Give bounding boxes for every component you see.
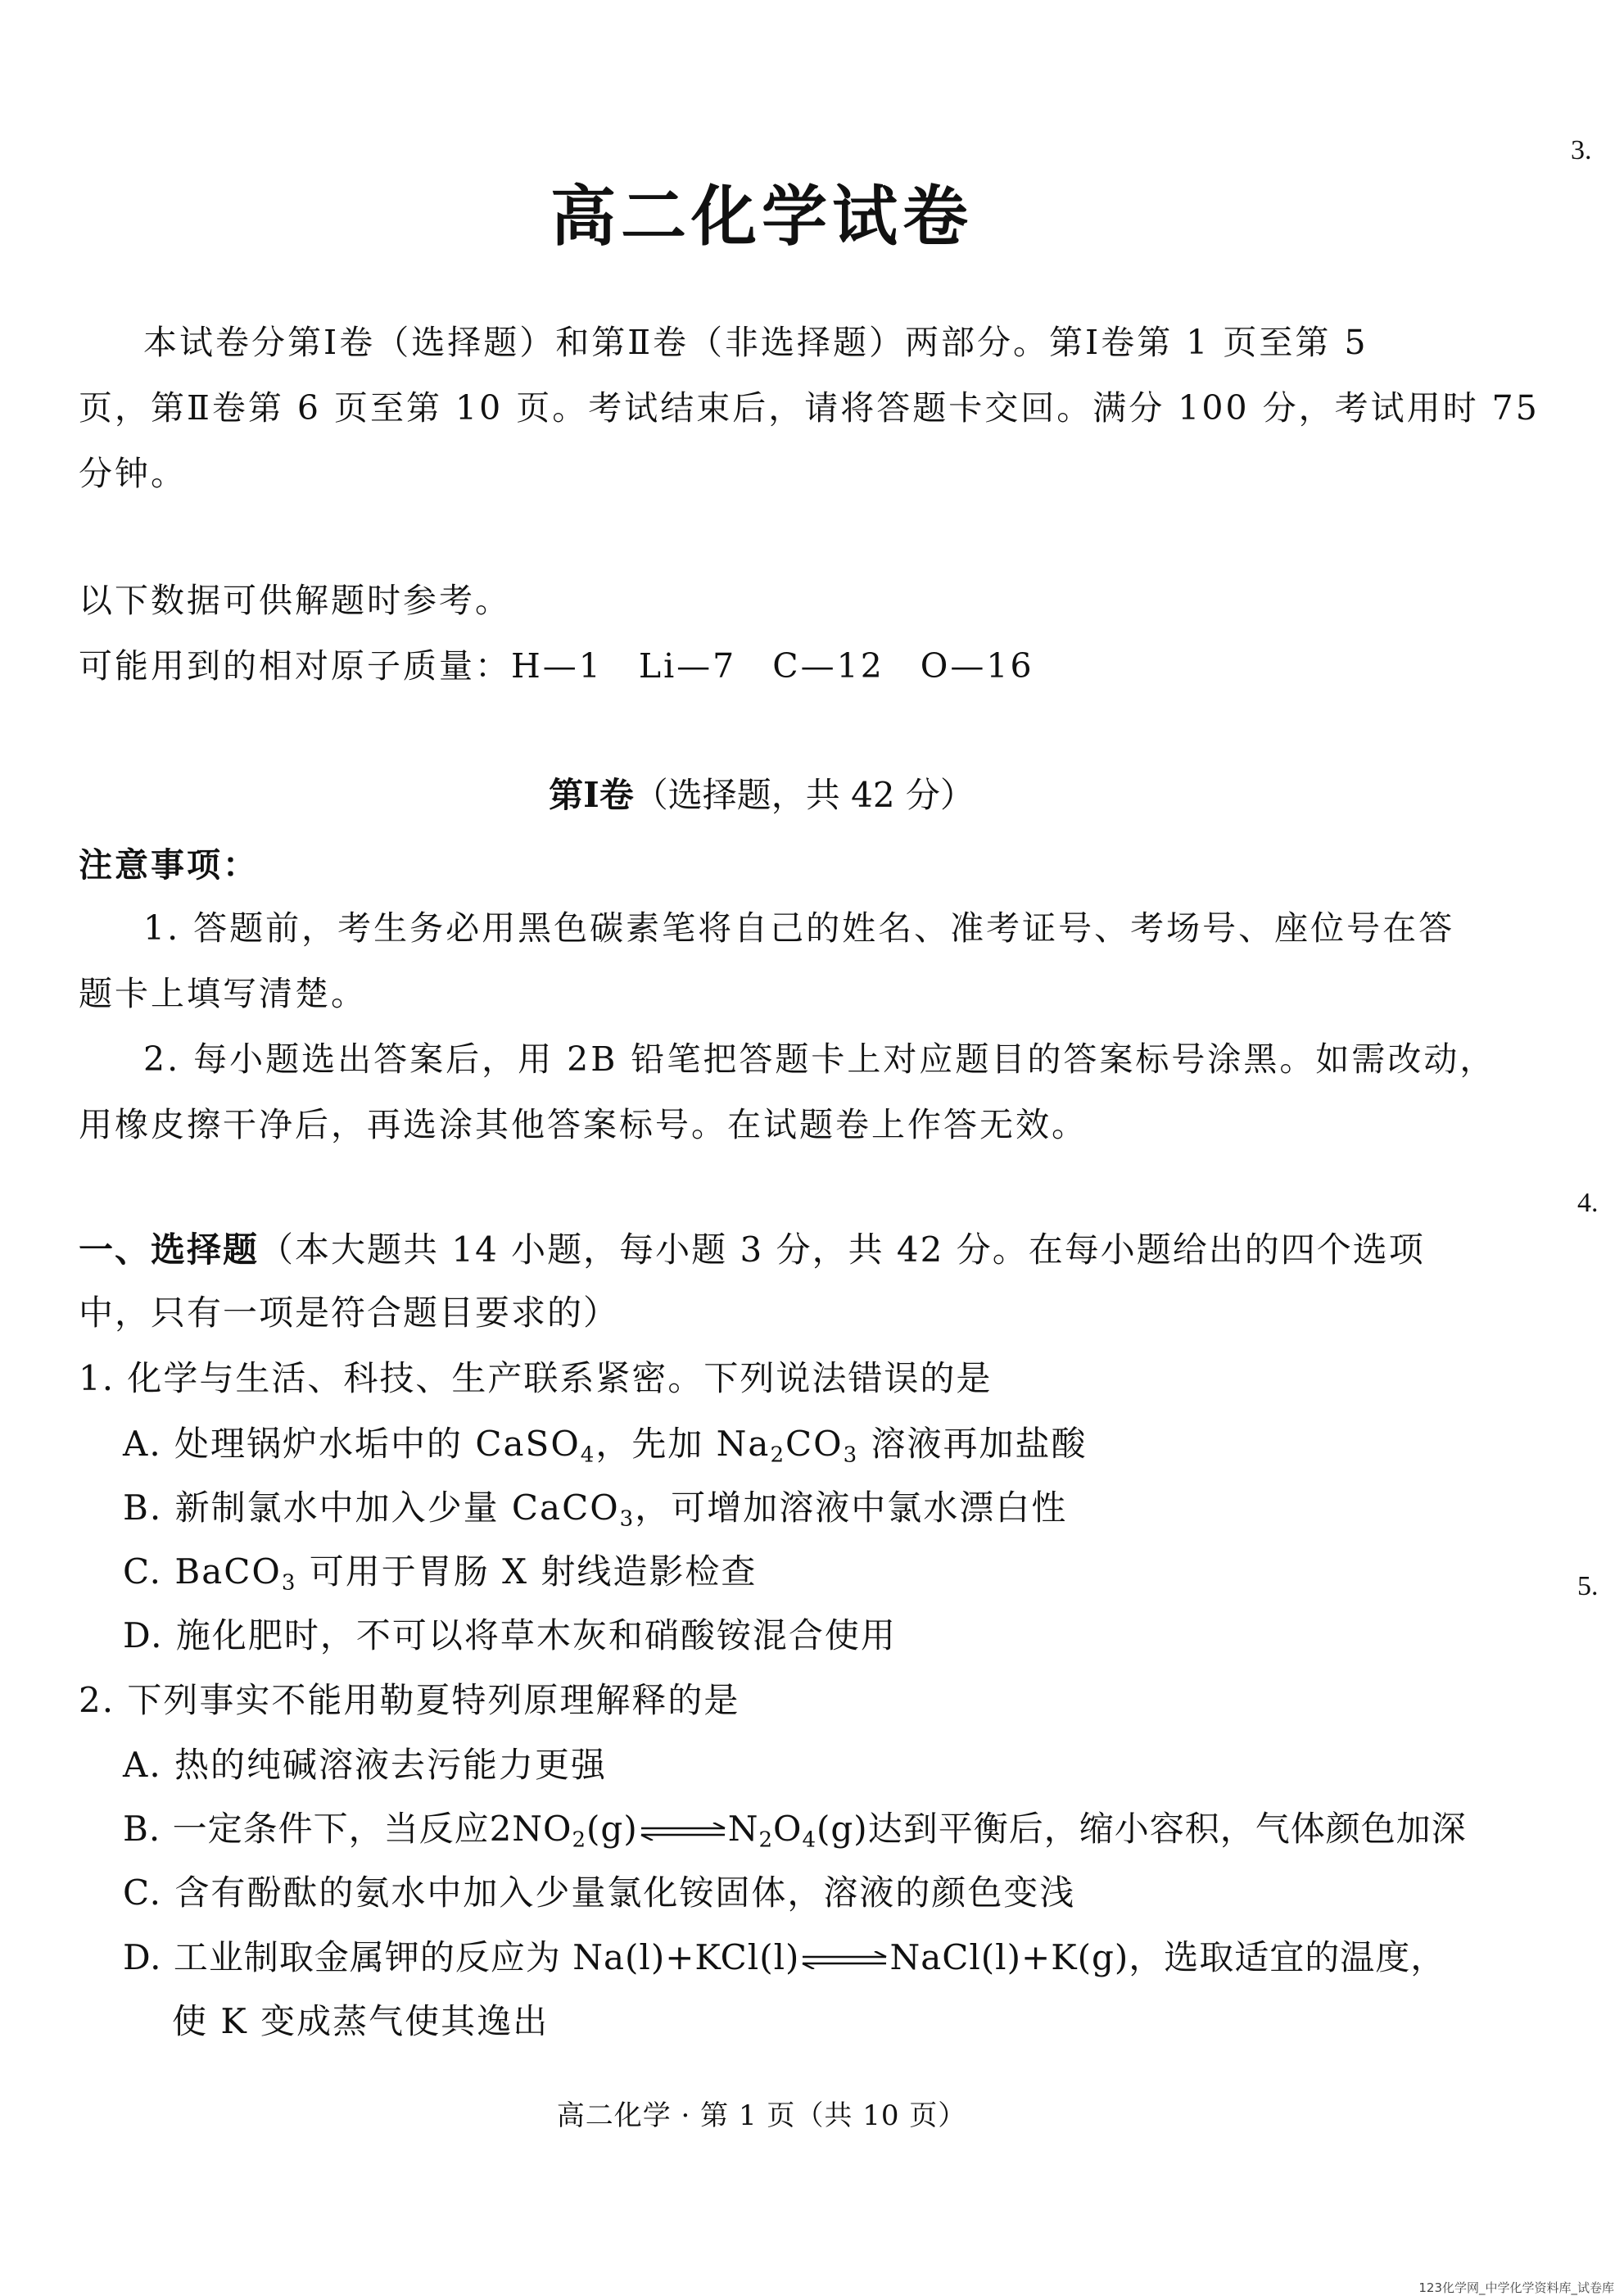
part-heading-bold: 一、选择题 bbox=[79, 1230, 260, 1270]
reference-line: 以下数据可供解题时参考。 bbox=[79, 581, 511, 620]
option-b: B. 新制氯水中加入少量 CaCO$_3$，可增加溶液中氯水漂白性 bbox=[123, 1488, 1068, 1532]
option-c: C. 含有酚酞的氨水中加入少量氯化铵固体，溶液的颜色变浅 bbox=[123, 1873, 1076, 1913]
intro-line: 本试卷分第Ⅰ卷（选择题）和第Ⅱ卷（非选择题）两部分。第Ⅰ卷第 1 页至第 5 bbox=[143, 323, 1368, 362]
equilibrium-arrow-icon bbox=[799, 1951, 889, 1969]
section-heading-rest: （选择题，共 42 分） bbox=[633, 775, 975, 815]
note-line: 1. 答题前，考生务必用黑色碳素笔将自己的姓名、准考证号、考场号、座位号在答 bbox=[143, 908, 1455, 948]
option-a: A. 热的纯碱溶液去污能力更强 bbox=[123, 1745, 608, 1785]
question-stem: 1. 化学与生活、科技、生产联系紧密。下列说法错误的是 bbox=[79, 1358, 993, 1398]
option-d-continuation: 使 K 变成蒸气使其逸出 bbox=[172, 2001, 550, 2041]
watermark: 123化学网_中学化学资料库_试卷库 bbox=[1418, 2280, 1614, 2295]
section-heading-bold: 第Ⅰ卷 bbox=[549, 775, 634, 815]
section-heading bbox=[0, 768, 1523, 817]
option-d: D. 施化肥时，不可以将草木灰和硝酸铵混合使用 bbox=[123, 1615, 897, 1655]
equilibrium-arrow-icon bbox=[638, 1823, 728, 1841]
page-title: 高二化学试卷 bbox=[550, 178, 973, 255]
note-line: 2. 每小题选出答案后，用 2B 铅笔把答题卡上对应题目的答案标号涂黑。如需改动， bbox=[143, 1039, 1496, 1079]
margin-question-number: 4. bbox=[1577, 1188, 1599, 1218]
page-footer: 高二化学 · 第 1 页（共 10 页） bbox=[556, 2099, 967, 2132]
margin-question-number: 5. bbox=[1577, 1571, 1599, 1601]
question-stem: 2. 下列事实不能用勒夏特列原理解释的是 bbox=[79, 1680, 740, 1720]
notes-title: 注意事项： bbox=[79, 845, 259, 885]
intro-line: 分钟。 bbox=[79, 454, 187, 493]
note-line: 用橡皮擦干净后，再选涂其他答案标号。在试题卷上作答无效。 bbox=[79, 1105, 1088, 1144]
option-d: D. 工业制取金属钾的反应为 Na(l)+KCl(l) NaCl(l)+K(g)，选取适宜的温度， bbox=[123, 1937, 1446, 1977]
part-heading bbox=[79, 1223, 1425, 1272]
margin-question-number: 3. bbox=[1571, 135, 1592, 165]
intro-line: 页，第Ⅱ卷第 6 页至第 10 页。考试结束后，请将答题卡交回。满分 100 分，考试用时 75 bbox=[79, 388, 1540, 428]
atomic-mass-line: 可能用到的相对原子质量：H—1 Li—7 C—12 O—16 bbox=[79, 646, 1034, 686]
note-line: 题卡上填写清楚。 bbox=[79, 974, 367, 1013]
option-a: A. 处理锅炉水垢中的 CaSO$_4$，先加 $Na_2CO_3$ 溶液再加盐酸 bbox=[123, 1424, 1088, 1468]
option-b: B. 一定条件下，当反应$2NO_2(g)$ $N_2O_4(g)$达到平衡后，缩小容积，气体颜色加深 bbox=[123, 1809, 1467, 1853]
part-heading-text: （本大题共 14 小题，每小题 3 分，共 42 分。在每小题给出的四个选项 bbox=[259, 1230, 1425, 1270]
option-c: C. BaCO$_3$ 可用于胃肠 X 射线造影检查 bbox=[123, 1551, 758, 1596]
part-heading-line2: 中，只有一项是符合题目要求的） bbox=[79, 1293, 620, 1333]
